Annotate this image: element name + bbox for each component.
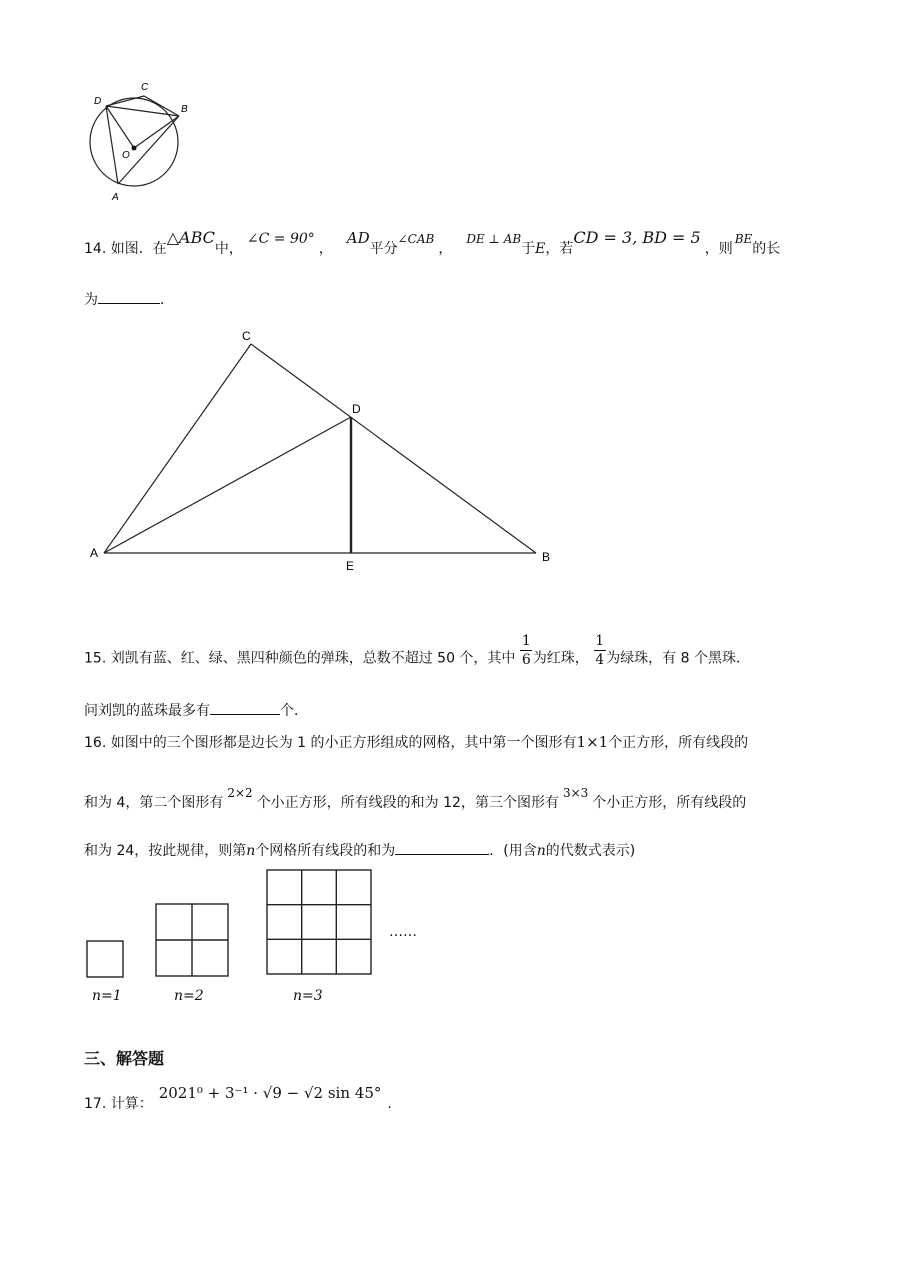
label-a: A (90, 546, 99, 560)
segment-do (106, 106, 134, 148)
expression: 2021⁰ + 3⁻¹ · √9 − √2 sin 45° (158, 1084, 382, 1102)
grid-n1 (86, 940, 126, 980)
question-16-line-2: 和为 4，第二个图形有2×2个小正方形，所有线段的和为 12，第三个图形有3×3个小正方形，所有线段的 (84, 786, 747, 811)
question-16-line-1: 16. 如图中的三个图形都是边长为 1 的小正方形组成的网格，其中第一个图形有1×1个正方形，所有线段的 (84, 733, 749, 751)
question-14-line-2: 为 ． (84, 292, 174, 308)
question-number: 15. (84, 650, 107, 667)
segment-ad: AD (346, 229, 370, 247)
angle-cab: ∠CAB (397, 232, 435, 246)
de-perp-ab: DE ⊥ AB (466, 232, 522, 246)
center-point (132, 146, 137, 151)
label-e: E (346, 559, 355, 573)
angle-c: ∠C = 90° (246, 231, 315, 247)
segment-da (106, 106, 118, 184)
label-d: D (94, 96, 102, 107)
grid-label-n2: n=2 (174, 988, 204, 1004)
grid-label-n1: n=1 (92, 988, 122, 1004)
grid-n2 (155, 903, 231, 979)
side-ac (104, 344, 251, 553)
segment-be: BE (734, 232, 753, 246)
grid-n3 (266, 869, 374, 977)
math-2x2: 2×2 (227, 786, 253, 800)
answer-blank-14[interactable] (98, 302, 160, 304)
label-a: A (112, 192, 119, 203)
label-o: O (122, 150, 130, 161)
circle (90, 98, 178, 186)
fraction-one-quarter: $\frac{1}{4}$ (595, 633, 605, 668)
given-lengths: CD = 3, BD = 5 (573, 228, 701, 247)
fraction-one-sixth: $\frac{1}{6}$ (521, 633, 531, 668)
section-title: 三、解答题 (84, 1049, 165, 1068)
label-c: C (242, 329, 251, 343)
segment-ob (134, 116, 179, 148)
math-3x3: 3×3 (562, 786, 589, 800)
answer-blank-15[interactable] (210, 713, 280, 715)
segment-ad (104, 417, 351, 553)
triangle-abc: △ABC (166, 228, 215, 247)
question-number: 17. (84, 1096, 107, 1112)
label-d: D (352, 402, 361, 416)
question-14-line-1: 14. 如图．在△ABC中，∠C = 90°，AD平分∠CAB，DE ⊥ AB于E，若CD = 3, BD = 5，则BE的长 (84, 228, 781, 257)
ellipsis: …… (389, 924, 417, 940)
math-1x1: 1×1 (576, 733, 609, 751)
question-17: 17. 计算：2021⁰ + 3⁻¹ · √9 − √2 sin 45°. (84, 1084, 392, 1112)
question-number: 16. (84, 735, 107, 751)
segment-dc (106, 96, 144, 106)
label-b: B (542, 550, 551, 564)
label-c: C (141, 82, 149, 93)
question-number: 14. (84, 241, 107, 257)
segment-db (106, 106, 179, 116)
question-15-line-2: 问刘凯的蓝珠最多有 个． (84, 703, 308, 719)
question-16-line-3: 和为 24，按此规律，则第n个网格所有线段的和为 ．(用含n的代数式表示) (84, 843, 636, 859)
triangle-figure (84, 325, 564, 580)
grid-label-n3: n=3 (293, 988, 323, 1004)
question-15-line-1: 15. 刘凯有蓝、红、绿、黑四种颜色的弹珠，总数不超过 50 个，其中 $\frac{1}{6}$ 为红珠， $\frac{1}{4}$ 为绿珠，有 8 个黑珠． (84, 633, 750, 668)
circle-figure (84, 76, 194, 206)
answer-blank-16[interactable] (395, 853, 489, 855)
label-b: B (181, 104, 188, 115)
